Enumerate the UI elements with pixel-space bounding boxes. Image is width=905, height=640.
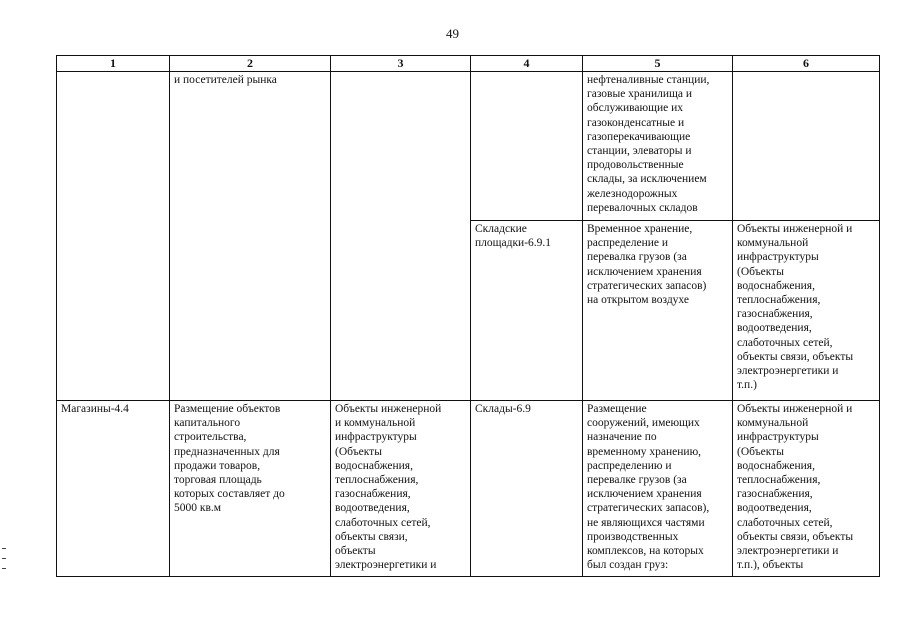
table-cell <box>331 72 471 401</box>
column-header: 5 <box>583 56 733 72</box>
table-cell: нефтеналивные станции, газовые хранилища и обслуживающие их газоконденсатные и газоперекачивающие станции, элеваторы и продовольственные склады, за исключением железнодорожных перевалочных складов <box>583 72 733 221</box>
table-cell: Объекты инженерной и коммунальной инфраструктуры (Объекты водоснабжения, теплоснабжения, газоснабжения, водоотведения, слаботочных сетей, объекты связи, объекты электроэнергетики и т.п.) <box>733 221 880 401</box>
table-cell <box>471 72 583 221</box>
table-row <box>57 401 880 577</box>
zoning-table <box>56 55 880 577</box>
column-header: 4 <box>471 56 583 72</box>
table-cell: Объекты инженерной и коммунальной инфраструктуры (Объекты водоснабжения, теплоснабжения, газоснабжения, водоотведения, слаботочных сетей, объекты связи, объекты электроэнергетики и <box>331 401 471 577</box>
table-cell <box>733 72 880 221</box>
table-cell <box>57 72 170 401</box>
column-header: 3 <box>331 56 471 72</box>
column-header: 2 <box>170 56 331 72</box>
table-cell: Размещение сооружений, имеющих назначение по временному хранению, распределению и перевалке грузов (за исключением хранения стратегических запасов), не являющихся частями производственных комплексов, на которых был создан груз: <box>583 401 733 577</box>
table-header-row <box>57 56 880 72</box>
column-header: 6 <box>733 56 880 72</box>
table-cell: Склады-6.9 <box>471 401 583 577</box>
table-cell: Временное хранение, распределение и перевалка грузов (за исключением хранения стратегических запасов) на открытом воздухе <box>583 221 733 401</box>
table-cell: и посетителей рынка <box>170 72 331 401</box>
column-header: 1 <box>57 56 170 72</box>
page-number: 49 <box>446 26 459 41</box>
table-row <box>57 72 880 221</box>
scan-margin-marks <box>2 548 8 588</box>
table-cell: Магазины-4.4 <box>57 401 170 577</box>
table-cell: Складские площадки-6.9.1 <box>471 221 583 401</box>
table-cell: Объекты инженерной и коммунальной инфраструктуры (Объекты водоснабжения, теплоснабжения, газоснабжения, водоотведения, слаботочных сетей, объекты связи, объекты электроэнергетики и т.п.), объекты <box>733 401 880 577</box>
table-cell: Размещение объектов капитального строительства, предназначенных для продажи товаров, торговая площадь которых составляет до 5000 кв.м <box>170 401 331 577</box>
